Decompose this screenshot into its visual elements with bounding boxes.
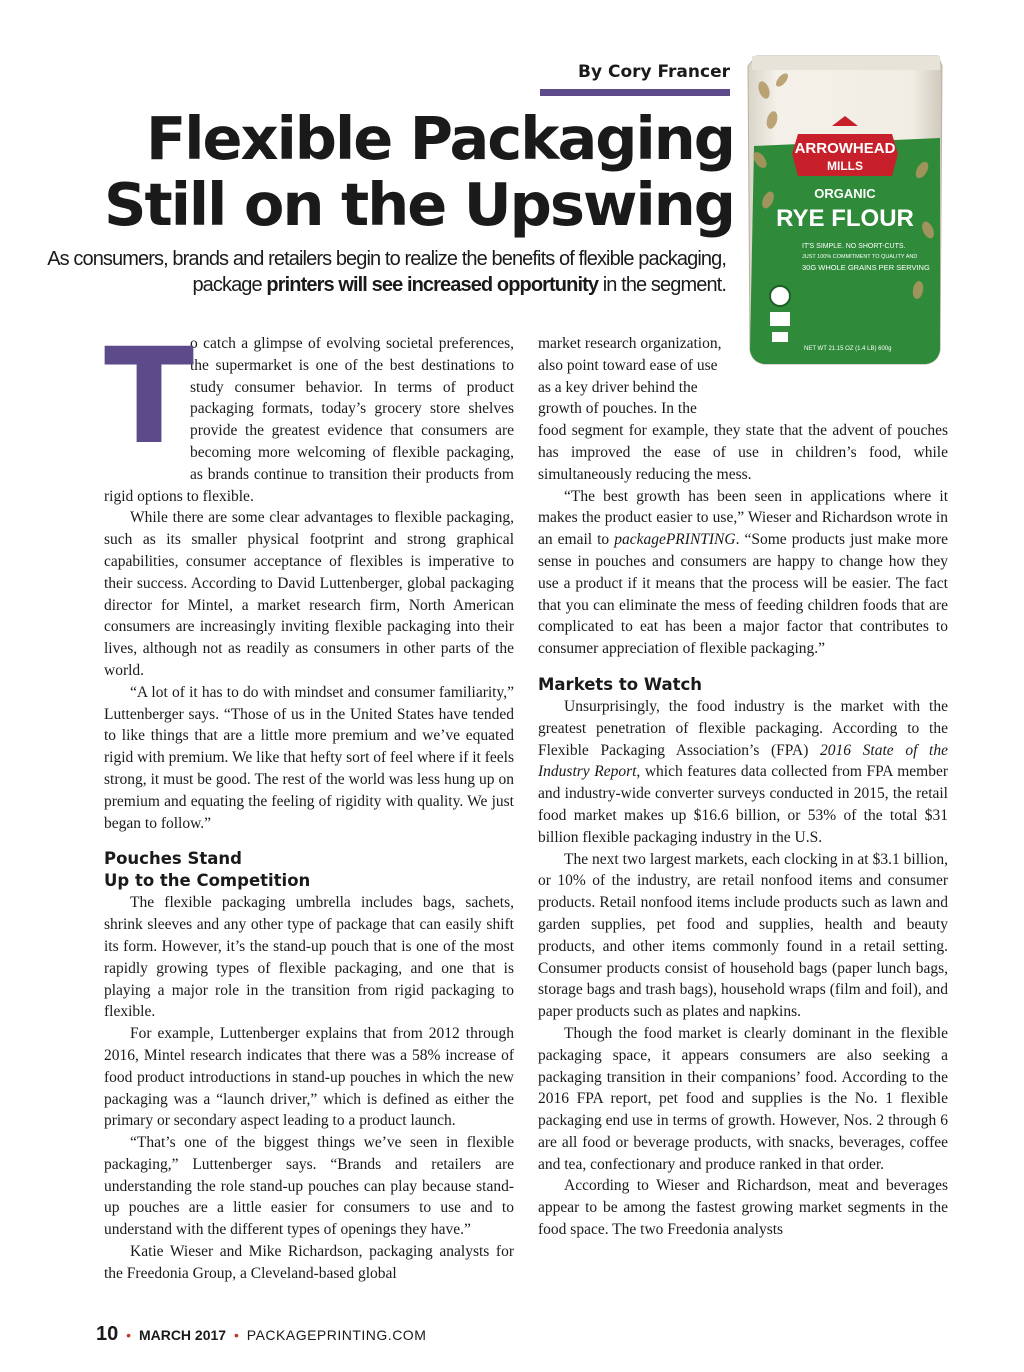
paragraph: While there are some clear advantages to flexible packaging, such as its smaller physical footprint and strong graphical capabilities, consumer acceptance of flexibles is imperative to their success. According to David Luttenberger, global packaging director for Mintel, a market research firm, North American consumers are increasingly inviting flexible packaging into their lives, although not as readily as consumers in other parts of the world. <box>104 509 514 679</box>
paragraph: According to Wieser and Richardson, meat and beverages appear to be among the fastest growing market segments in the food space. The two Freedonia analysts <box>538 1177 948 1239</box>
tagline-2-text: JUST 100% COMMITMENT TO QUALITY AND <box>802 254 918 260</box>
page-number: 10 <box>96 1323 119 1345</box>
quote-part-2: . “Some products just make more sense in pouches and consumers are happy to change how they use a product if it means that the process will be easier. The fact that you can eliminate the mess of feeding children foods that are complicated to eat has been a major factor that contributes to consumer appreciation of flexible packaging.” <box>538 531 948 658</box>
paragraph: Katie Wieser and Mike Richardson, packaging analysts for the Freedonia Group, a Cleveland-based global <box>104 1243 514 1282</box>
paragraph: The flexible packaging umbrella includes bags, sachets, shrink sleeves and any other type of package that can easily shift its form. However, it’s the stand-up pouch that is one of the most rapidly growing types of flexible packaging, and one that is playing a major role in the transition from rigid packaging to flexible. <box>104 894 514 1021</box>
deck-bold: printers will see increased opportunity <box>266 274 599 296</box>
deck-part-1: As consumers, brands and retailers begin to realize the benefits of flexible packaging, package <box>47 248 726 296</box>
issue-date: MARCH 2017 <box>138 1327 227 1343</box>
organic-text: ORGANIC <box>814 186 876 201</box>
paragraph: food segment for example, they state that the advent of pouches has improved the ease of use in children’s food, while simultaneously reducing the mess. <box>538 422 948 483</box>
paragraph: o catch a glimpse of evolving societal preferences, the supermarket is one of the best destinations to study consumer behavior. In terms of product packaging formats, today’s grocery store shelves provide the greatest evidence that consumers are becoming more welcoming of flexible packaging, as brands continue to transition their products from rigid options to flexible. <box>104 335 514 505</box>
paragraph: “A lot of it has to do with mindset and consumer familiarity,” Luttenberger says. “Those of us in the United States have tended to like things that are a little more premium and we’ve equated rigid with premium. We like that hefty sort of feel where if it feels strong, it must be good. The rest of the world was less hung up on premium and equating the feeling of rigidity with quality. We just began to follow.” <box>104 683 514 832</box>
subhead-line-1: Pouches Stand <box>104 849 242 869</box>
byline: By Cory Francer <box>578 62 730 82</box>
column-right <box>538 333 948 1241</box>
subhead-pouches <box>104 848 514 892</box>
brand-top-text: ARROWHEAD <box>794 140 896 157</box>
paragraph: For example, Luttenberger explains that from 2012 through 2016, Mintel research indicates that there was a 58% increase of food product introductions in stand-up pouches in which the new packaging was a “launch driver,” which is defined as either the primary or secondary aspect leading to a product launch. <box>104 1025 514 1130</box>
deck <box>30 246 726 298</box>
headline-line-1: Flexible Packaging <box>145 104 734 173</box>
paragraph: The next two largest markets, each clocking in at $3.1 billion, or 10% of the industry, are retail nonfood items and consumer products. Retail nonfood items include products such as lawn and garden supplies, pet food and supplies, health and beauty products, and other items commonly found in a retail setting. Consumer products consist of household bags (paper lunch bags, storage bags and trash bags), household wraps (film and foil), and paper products such as plates and napkins. <box>538 850 948 1021</box>
drop-cap <box>104 320 195 474</box>
paragraph-fpa <box>538 696 948 849</box>
paragraph: “That’s one of the biggest things we’ve seen in flexible packaging,” Luttenberger says. “Brands and retailers are understanding the role stand-up pouches can play because stand-up pouches are a little easier for consumers to use and to understand with the different types of openings they have.” <box>104 1134 514 1239</box>
deck-part-2: in the segment. <box>598 274 726 296</box>
paragraph-quote <box>538 486 948 660</box>
publication-name: packagePRINTING <box>614 531 736 549</box>
column-left <box>104 320 514 1285</box>
tagline-1-text: IT'S SIMPLE. NO SHORT-CUTS. <box>802 243 906 250</box>
headline <box>40 106 734 238</box>
byline-rule <box>540 89 730 96</box>
product-photo <box>742 50 950 372</box>
brand-bottom-text: MILLS <box>827 159 863 173</box>
pouch-seal <box>752 56 940 70</box>
usda-seal-icon <box>770 286 790 306</box>
fpa-part-2: , which features data collected from FPA member and industry-wide converter surveys conducted in 2015, the retail food market makes up $16.6 billion, or 53% of the total $31 billion flexible packaging industry in the U.S. <box>538 763 948 846</box>
website-link[interactable]: PACKAGEPRINTING.COM <box>246 1327 427 1343</box>
headline-line-2: Still on the Upswing <box>104 170 734 239</box>
paragraph: Though the food market is clearly dominant in the flexible packaging space, it appears consumers are also seeking a packaging transition in their companions’ food. According to the 2016 FPA report, pet food and supplies is the No. 1 flexible packaging end use in terms of growth. However, Nos. 2 through 6 are all food or beverage products, with snacks, beverages, coffee and tea, confectionary and produce ranked in that order. <box>538 1024 948 1173</box>
tagline-3-text: 30G WHOLE GRAINS PER SERVING <box>802 263 930 272</box>
fpa-part-1: Unsurprisingly, the food industry is the market with the greatest penetration of flexible packaging. According to the Flexible Packaging Association’s (FPA) <box>538 697 948 759</box>
quote-part-1: “The best growth has been seen in applications where it makes the product easier to use,” Wieser and Richardson wrote in an email to <box>538 487 948 549</box>
page-footer <box>96 1323 426 1346</box>
net-weight-text: NET WT 21.15 OZ (1.4 LB) 600g <box>804 346 892 352</box>
footer-separator: • <box>126 1327 132 1343</box>
product-name-text: RYE FLOUR <box>776 205 914 232</box>
footer-separator: • <box>233 1327 239 1343</box>
subhead-line-2: Up to the Competition <box>104 871 311 891</box>
paragraph-narrow: market research organization, also point toward ease of use as a key driver behind the growth of pouches. In the <box>538 335 722 418</box>
drop-cap-letter: T <box>104 320 195 474</box>
non-gmo-icon <box>770 312 790 326</box>
subhead-markets: Markets to Watch <box>538 674 702 694</box>
report-title: 2016 State of the Industry Report <box>538 741 948 781</box>
